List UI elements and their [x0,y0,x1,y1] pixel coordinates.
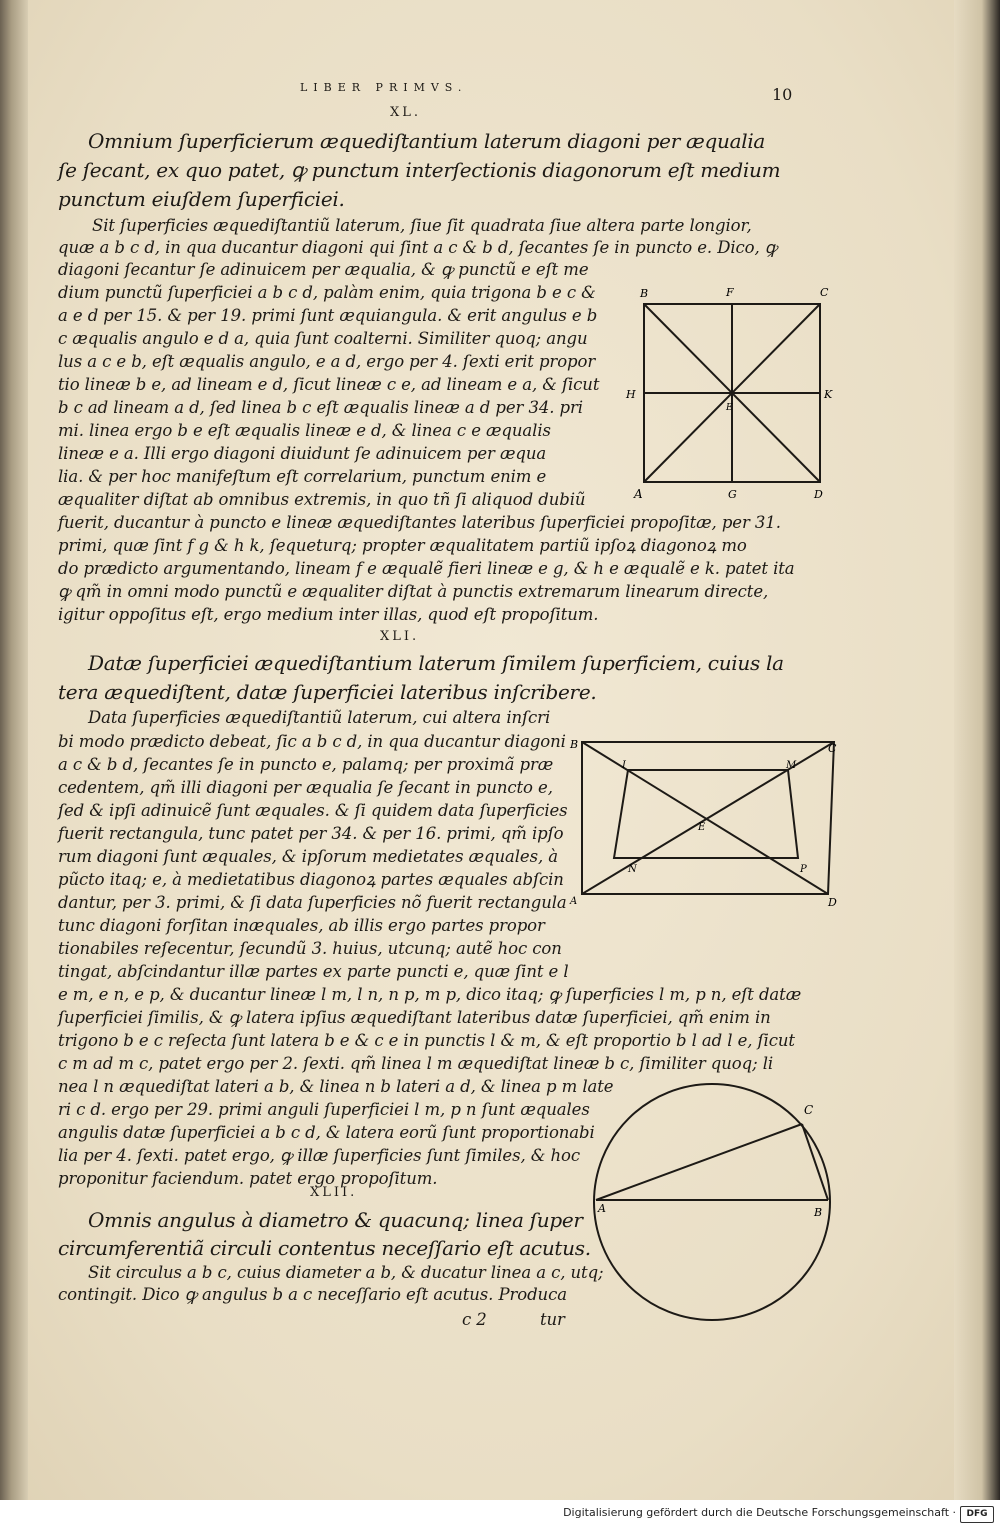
fig3-circle [594,1084,830,1320]
text-line: trigono b e c reſecta ſunt latera b e & c e in punctis l & m, & eſt proportio b l ad l e, ſicut [58,1031,795,1050]
fig1-label-b: B [640,287,649,300]
text-line: tingat, abſcindantur illæ partes ex parte puncti e, quæ ſint e l [58,962,569,981]
running-title: LIBER PRIMVS. [300,81,468,94]
fig3-line-ac [596,1124,802,1200]
fig1-label-f: F [726,286,734,299]
fig2-inner [614,770,798,858]
text-line: tionabiles reſecentur, ſecundũ 3. huius, utcunq; autẽ hoc con [58,939,562,958]
figure-circle-diameter [592,1080,832,1324]
fig1-label-h: H [626,388,636,401]
fig3-label-c: C [804,1103,814,1117]
dfg-logo: DFG [960,1506,994,1523]
text-line: ſuperficiei ſimilis, & ꝙ latera ipſius æquediſtant lateribus datæ ſuperficiei, qm̃ enim in [58,1008,771,1027]
text-line: a e d per 15. & per 19. primi ſunt æquiangula. & erit angulus e b [58,306,598,325]
text-line: proponitur faciendum. patet ergo propoſitum. [58,1169,438,1188]
enunciation-line: Omnium ſuperficierum æquediſtantium laterum diagoni per æqualia [88,129,766,153]
text-line: ꝙ qm̃ in omni modo punctũ e æqualiter diſtat à punctis extremarum linearum directe, [58,582,769,601]
text-line: ri c d. ergo per 29. primi anguli ſuperficiei l m, p n ſunt æquales [58,1100,590,1119]
text-line: Data ſuperficies æquediſtantiũ laterum, cui altera inſcri [88,708,551,727]
fig3-line-cb [802,1124,828,1200]
catchword: tur [540,1310,565,1329]
text-line: pũcto itaq; e, à medietatibus diagonoꝝ partes æquales abſcin [58,870,564,889]
proposition-number: XL. [390,105,422,120]
text-line: diagoni ſecantur ſe adinuicem per æqualia, & ꝙ punctũ e eſt me [58,260,589,279]
fig1-label-k: K [824,388,833,401]
fig2-label-n: N [628,864,637,875]
text-line: contingit. Dico ꝙ angulus b a c neceſſario eſt acutus. Produca [58,1285,567,1304]
fig2-label-e: E [698,822,706,833]
text-line: a c & b d, ſecantes ſe in puncto e, palamq; per proximã præ [58,755,554,774]
text-line: mi. linea ergo b e eſt æqualis lineæ e d, & linea c e æqualis [58,421,551,440]
text-line: c m ad m c, patet ergo per 2. ſexti. qm̃ linea l m æquediſtat lineæ b c, ſimiliter quoq; li [58,1054,774,1073]
text-line: tunc diagoni forſitan inæquales, ab illis ergo partes propor [58,916,545,935]
text-line: angulis datæ ſuperficiei a b c d, & latera eorũ ſunt proportionabi [58,1123,595,1142]
fig2-label-a: A [570,896,578,907]
proposition-number: XLII. [310,1185,358,1200]
fig2-label-p: P [800,864,807,875]
text-line: lus a c e b, eſt æqualis angulo, e a d, ergo per 4. ſexti erit propor [58,352,596,371]
text-line: lia per 4. ſexti. patet ergo, ꝙ illæ ſuperficies ſunt ſimiles, & hoc [58,1146,580,1165]
text-line: æqualiter diſtat ab omnibus extremis, in quo tñ ſi aliquod dubiũ [58,490,586,509]
signature-mark: c 2 [462,1310,487,1329]
text-line: e m, e n, e p, & ducantur lineæ l m, l n, n p, m p, dico itaq; ꝙ ſuperficies l m, p n, eſt datæ [58,985,802,1004]
text-line: dium punctũ ſuperficiei a b c d, palàm enim, quia trigona b e c & [58,283,596,302]
folio-number: 10 [772,85,793,104]
text-line: lineæ e a. Illi ergo diagoni diuidunt ſe adinuicem per æqua [58,444,547,463]
footer-credit: Digitalisierung gefördert durch die Deutsche Forschungsgemeinschaft · [563,1506,956,1519]
figure-inscribed-parallelogram [566,730,848,910]
fig1-label-g: G [728,488,737,501]
enunciation-line: Datæ ſuperficiei æquediſtantium laterum ſimilem ſuperficiem, cuius la [88,651,784,675]
text-line: Sit ſuperficies æquediſtantiũ laterum, ſiue ſit quadrata ſiue altera parte longior, [92,216,752,235]
text-line: fuerit rectangula, tunc patet per 34. & per 16. primi, qm̃ ipſo [58,824,564,843]
text-line: igitur oppoſitus eſt, ergo medium inter illas, quod eſt propoſitum. [58,605,599,624]
footer-bar [0,1500,1000,1527]
page-gutter [0,0,28,1500]
text-line: ſed & ipſi adinuicẽ ſunt æquales. & ſi quidem data ſuperficies [58,801,568,820]
text-line: b c ad lineam a d, ſed linea b c eſt æqualis lineæ a d per 34. pri [58,398,583,417]
text-line: fuerit, ducantur à puncto e lineæ æquediſtantes lateribus ſuperficiei propoſitæ, per 31. [58,513,781,532]
fig2-label-m: M [786,760,797,771]
fig1-label-a: A [634,487,643,501]
fig1-label-e: E [726,403,733,413]
text-line: dantur, per 3. primi, & ſi data ſuperficies nõ fuerit rectangula [58,893,567,912]
proposition-number: XLI. [380,629,420,644]
fig3-label-a: A [598,1202,606,1215]
fig2-label-c: C [828,742,837,755]
text-line: rum diagoni ſunt æquales, & ipſorum medietates æquales, à [58,847,558,866]
text-line: quæ a b c d, in qua ducantur diagoni qui ſint a c & b d, ſecantes ſe in puncto e. Dico, ꝙ [58,238,778,257]
fig2-label-d: D [828,896,837,909]
text-line: bi modo prædicto debeat, ſic a b c d, in qua ducantur diagoni [58,732,566,751]
enunciation-line: tera æquediſtent, datæ ſuperficiei lateribus inſcribere. [58,680,597,704]
text-line: cedentem, qm̃ illi diagoni per æqualia ſe ſecant in puncto e, [58,778,553,797]
text-line: Sit circulus a b c, cuius diameter a b, & ducatur linea a c, utq; [88,1263,604,1282]
text-line: do prædicto argumentando, lineam f e æqualẽ fieri lineæ e g, & h e æqualẽ e k. patet ita [58,559,795,578]
text-line: lia. & per hoc manifeſtum eſt correlarium, punctum enim e [58,467,547,486]
fig1-label-d: D [814,488,823,501]
text-line: tio lineæ b e, ad lineam e d, ſicut lineæ c e, ad lineam e a, & ſicut [58,375,600,394]
fig1-label-c: C [820,286,829,299]
enunciation-line: punctum eiuſdem ſuperficiei. [58,187,345,211]
text-line: nea l n æquediſtat lateri a b, & linea n b lateri a d, & linea p m late [58,1077,614,1096]
enunciation-line: Omnis angulus à diametro & quacunq; linea ſuper [88,1208,583,1232]
page-edge [954,0,1000,1500]
enunciation-line: circumferentiã circuli contentus neceſſario eſt acutus. [58,1236,591,1260]
figure-square-diagonals [622,280,842,502]
text-line: primi, quæ ſint f g & h k, ſequeturq; propter æqualitatem partiũ ipſoꝝ diagonoꝝ mo [58,536,747,555]
text-line: c æqualis angulo e d a, quia ſunt coalterni. Similiter quoq; angu [58,329,588,348]
fig3-label-b: B [814,1206,823,1219]
fig2-label-b: B [570,738,579,751]
fig2-label-i: I [622,760,626,771]
enunciation-line: ſe ſecant, ex quo patet, ꝙ punctum interſectionis diagonorum eſt medium [58,158,781,182]
